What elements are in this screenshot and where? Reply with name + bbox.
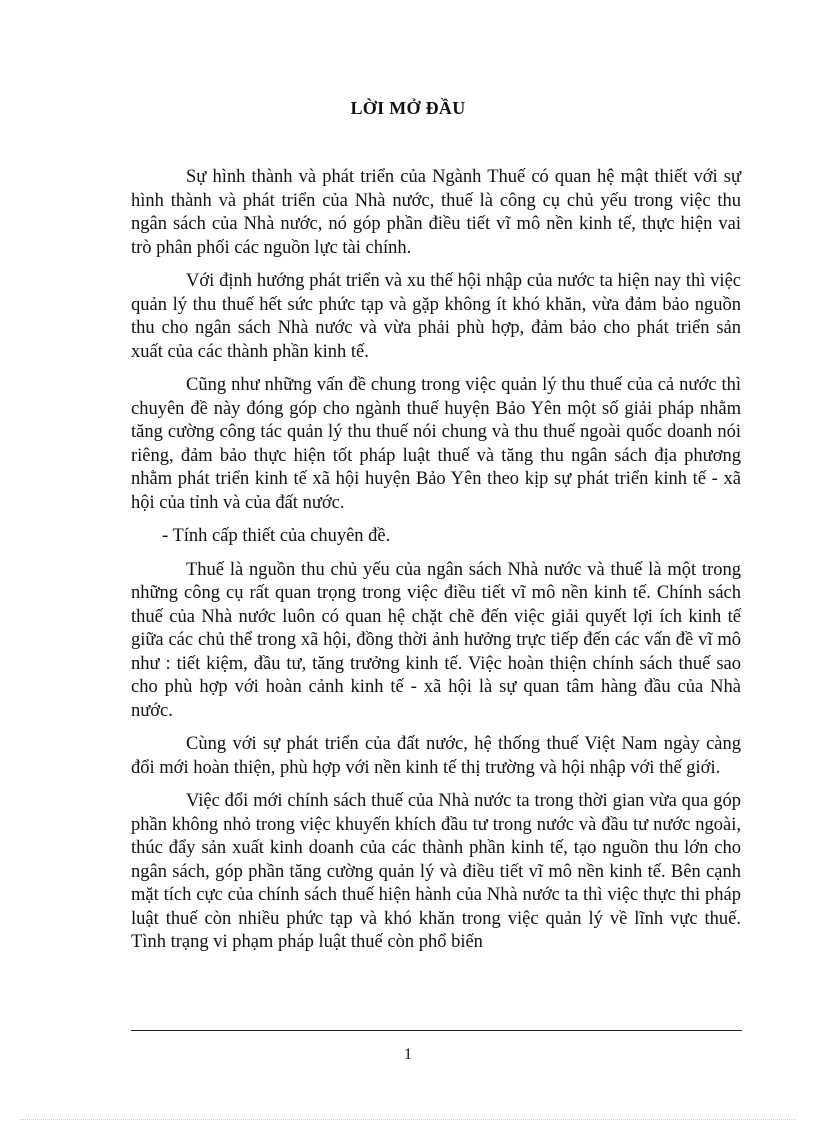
- paragraph-tax-system: Cùng với sự phát triển của đất nước, hệ thống thuế Việt Nam ngày càng đổi mới hoàn thiện, phù hợp với nền kinh tế thị trường và hội nhập với thế giới.: [131, 734, 741, 778]
- paragraph-contribution: Cũng như những vấn đề chung trong việc quản lý thu thuế của cả nước thì chuyên đề này đóng góp cho ngành thuế huyện Bảo Yên một số giải pháp nhằm tăng cường công tác quản lý thu thuế nói chung và thu thuế ngoài quốc doanh nói riêng, đảm bảo thực hiện tốt pháp luật thuế và tăng thu ngân sách địa phương nhằm phát triển kinh tế xã hội huyện Bảo Yên theo kịp sự phát triển kinh tế - xã hội của tỉnh và của đất nước.: [131, 375, 741, 513]
- paragraph-orientation: Với định hướng phát triển và xu thế hội nhập của nước ta hiện nay thì việc quản lý thu thuế hết sức phức tạp và gặp không ít khó khăn, vừa đảm bảo nguồn thu cho ngân sách Nhà nước và vừa phải phù hợp, đảm bảo cho phát triển sản xuất của các thành phần kinh tế.: [131, 271, 741, 362]
- footer-divider: [131, 1030, 742, 1031]
- subheading-urgency: - Tính cấp thiết của chuyên đề.: [162, 526, 391, 546]
- paragraph-intro: Sự hình thành và phát triển của Ngành Thuế có quan hệ mật thiết với sự hình thành và phát triển của Nhà nước, thuế là công cụ chủ yếu trong việc thu ngân sách của Nhà nước, nó góp phần điều tiết vĩ mô nền kinh tế, thực hiện vai trò phân phối các nguồn lực tài chính.: [131, 167, 741, 258]
- paragraph-tax-reform: Việc đổi mới chính sách thuế của Nhà nước ta trong thời gian vừa qua góp phần không nhỏ trong việc khuyến khích đầu tư trong nước và đầu tư nước ngoài, thúc đẩy sản xuất kinh doanh của các thành phần kinh tế, tạo nguồn thu lớn cho ngân sách, góp phần tăng cường quản lý và điều tiết vĩ mô nền kinh tế. Bên cạnh mặt tích cực của chính sách thuế hiện hành của Nhà nước ta thì việc thực thi pháp luật thuế còn nhiều phức tạp và khó khăn trong việc quản lý về lĩnh vực thuế. Tình trạng vi phạm pháp luật thuế còn phổ biến: [131, 791, 741, 952]
- body-text: [131, 166, 741, 965]
- page-number: 1: [404, 1046, 412, 1063]
- page-bottom-edge: [20, 1119, 796, 1120]
- paragraph-tax-role: Thuế là nguồn thu chủ yếu của ngân sách Nhà nước và thuế là một trong những công cụ rất quan trọng trong việc điều tiết vĩ mô nền kinh tế. Chính sách thuế của Nhà nước luôn có quan hệ chặt chẽ đến việc giải quyết lợi ích kinh tế giữa các chủ thể trong xã hội, đồng thời ảnh hưởng trực tiếp đến các vấn đề vĩ mô như : tiết kiệm, đầu tư, tăng trưởng kinh tế. Việc hoàn thiện chính sách thuế sao cho phù hợp với hoàn cảnh kinh tế - xã hội là sự quan tâm hàng đầu của Nhà nước.: [131, 559, 741, 721]
- page-title: LỜI MỞ ĐẦU: [350, 98, 466, 118]
